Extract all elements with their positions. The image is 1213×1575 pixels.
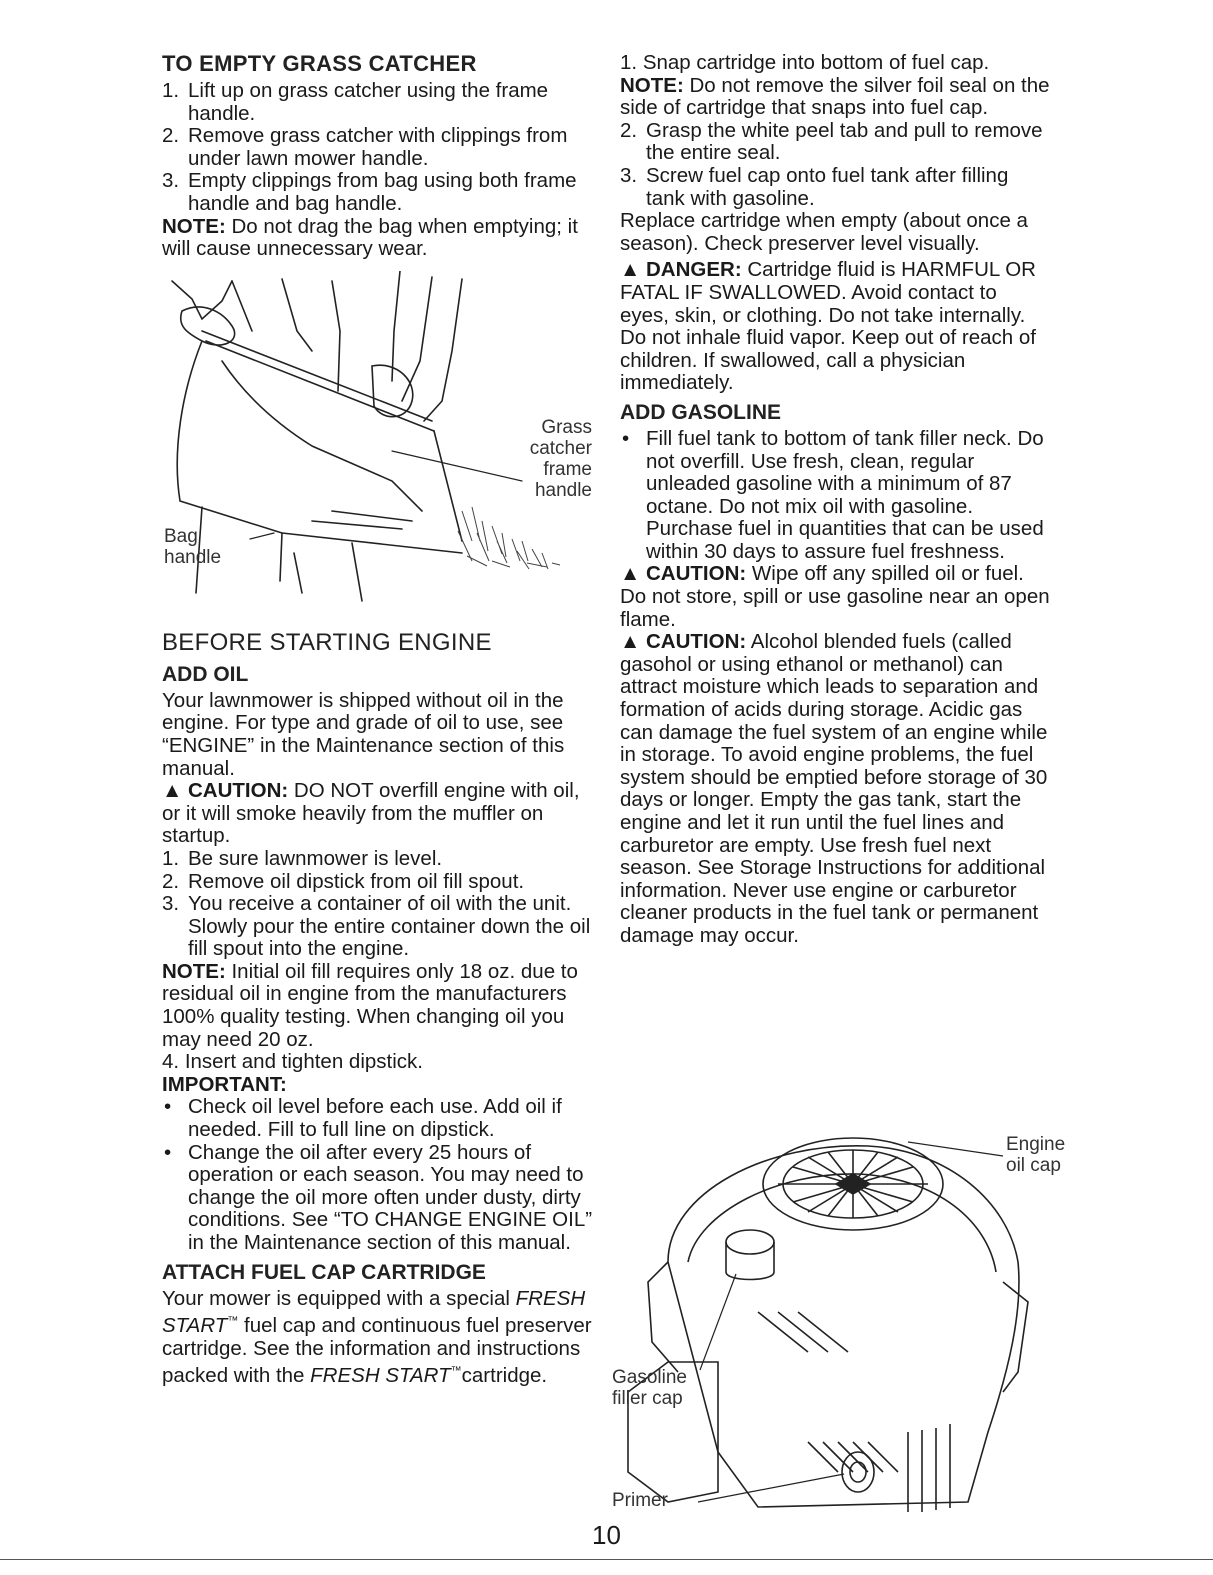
- step-text: Screw fuel cap onto fuel tank after filling tank with gasoline.: [646, 163, 1009, 210]
- step-text: Be sure lawnmower is level.: [188, 846, 443, 870]
- add-oil-intro: Your lawnmower is shipped without oil in the engine. For type and grade of oil to use, see “ENGINE” in the Maintenance section of this manual.: [162, 688, 565, 780]
- step-text: Insert and tighten dipstick.: [184, 1050, 423, 1074]
- warning-triangle-icon: ▲: [620, 562, 641, 586]
- oil-step-4: [162, 1051, 594, 1074]
- list-item: [620, 428, 1050, 564]
- bullet-dot-icon: •: [164, 1140, 172, 1164]
- before-starting-engine-heading: BEFORE STARTING ENGINE: [162, 628, 492, 656]
- fuel-cap-paragraph: [162, 1288, 594, 1388]
- list-item: [162, 893, 594, 961]
- note-text: Do not drag the bag when emptying; it will cause unnecessary wear.: [162, 214, 578, 261]
- label-primer: Primer: [612, 1490, 668, 1511]
- list-item: [162, 848, 594, 871]
- step-number: 3.: [162, 892, 180, 916]
- step-text: Lift up on grass catcher using the frame handle.: [188, 79, 549, 125]
- step-text: Remove grass catcher with clippings from under lawn mower handle.: [188, 124, 568, 170]
- label-line: handle: [534, 479, 592, 501]
- important-label: IMPORTANT:: [162, 1072, 287, 1096]
- danger-text: Cartridge fluid is HARMFUL OR FATAL IF SWALLOWED. Avoid contact to eyes, skin, or clothing. Do not take internally. Do not inhale fluid vapor. Keep out of reach of children. If swallowed, call a physician immediately.: [620, 258, 1036, 395]
- label-line: Grass: [541, 416, 592, 438]
- right-column: [612, 51, 1066, 1511]
- warning-triangle-icon: ▲: [162, 779, 183, 803]
- caution-alcohol: [620, 631, 1050, 947]
- caution-spill: [620, 563, 1050, 631]
- caution-label: CAUTION:: [646, 630, 747, 654]
- paragraph-text: fuel cap and continuous fuel preserver cartridge. See the information and instructions packed with the: [162, 1314, 592, 1388]
- step-text: Remove oil dipstick from oil fill spout.: [188, 869, 525, 893]
- paragraph-text: Your mower is equipped with a special: [162, 1286, 510, 1310]
- label-line: oil cap: [1006, 1155, 1061, 1176]
- caution-text: Wipe off any spilled oil or fuel. Do not store, spill or use gasoline near an open flame.: [620, 562, 1050, 631]
- note-label: NOTE:: [620, 73, 684, 97]
- note-text: Initial oil fill requires only 18 oz. due to residual oil in engine from the manufacturers 100% quality testing. When changing oil you may need 20 oz.: [162, 959, 578, 1051]
- list-item: [162, 170, 594, 215]
- label-line: catcher: [529, 437, 592, 459]
- trademark-mark: ™: [227, 1315, 239, 1328]
- caution-label: CAUTION:: [188, 779, 289, 803]
- step-number: 3.: [620, 163, 638, 187]
- step-number: 1.: [162, 79, 180, 102]
- note-label: NOTE:: [162, 214, 226, 238]
- step-text: Snap cartridge into bottom of fuel cap.: [642, 51, 990, 74]
- list-item: [162, 871, 594, 894]
- add-gasoline-heading: ADD GASOLINE: [620, 400, 782, 424]
- label-gasoline-filler-cap: [612, 1367, 687, 1409]
- danger-warning: [620, 259, 1050, 395]
- label-line: Gasoline: [612, 1367, 687, 1388]
- list-item: [620, 120, 1050, 165]
- replace-cartridge-text: Replace cartridge when empty (about once a season). Check preserver level visually.: [620, 209, 1028, 255]
- trademark-mark: ™: [450, 1365, 462, 1378]
- warning-triangle-icon: ▲: [620, 630, 641, 654]
- label-grass-catcher-frame-handle: [518, 417, 592, 501]
- list-item: [162, 80, 594, 125]
- empty-steps-list: [162, 80, 594, 216]
- bullet-dot-icon: •: [164, 1095, 172, 1119]
- note-label: NOTE:: [162, 959, 226, 983]
- caution-label: CAUTION:: [646, 562, 747, 586]
- label-line: filler cap: [612, 1388, 683, 1409]
- list-item: [162, 125, 594, 170]
- engine-figure: [608, 1112, 1066, 1524]
- step-number: 3.: [162, 169, 180, 193]
- empty-note: [162, 216, 594, 261]
- page-number: 10: [592, 1520, 621, 1550]
- step-number: 4.: [162, 1050, 180, 1074]
- caution-text: DO NOT overfill engine with oil, or it will smoke heavily from the muffler on startup.: [162, 779, 580, 848]
- oil-steps-list: [162, 848, 594, 961]
- brand-name: FRESH START: [162, 1286, 586, 1338]
- note-text: Do not remove the silver foil seal on the side of cartridge that snaps into fuel cap.: [620, 73, 1050, 120]
- gasoline-list: [620, 428, 1050, 564]
- label-line: handle: [164, 546, 222, 568]
- grass-clippings: [458, 507, 560, 569]
- important-list: [162, 1096, 594, 1254]
- label-line: frame: [543, 458, 592, 480]
- add-oil-heading: ADD OIL: [162, 662, 249, 686]
- engine-illustration: [608, 1112, 1048, 1524]
- label-line: Engine: [1006, 1134, 1066, 1155]
- step-text: Grasp the white peel tab and pull to remove the entire seal.: [646, 118, 1043, 165]
- list-item: [620, 165, 1050, 210]
- cartridge-note: [620, 75, 1050, 120]
- step-number: 2.: [162, 124, 180, 148]
- step-text: You receive a container of oil with the unit. Slowly pour the entire container down the oil fill spout into the engine.: [188, 892, 591, 961]
- label-line: Bag: [164, 525, 198, 547]
- attach-fuel-cap-heading: ATTACH FUEL CAP CARTRIDGE: [162, 1260, 486, 1284]
- empty-grass-catcher-heading: TO EMPTY GRASS CATCHER: [162, 51, 477, 76]
- cartridge-steps-list: [620, 120, 1050, 210]
- bullet-text: Check oil level before each use. Add oil if needed. Fill to full line on dipstick.: [188, 1095, 562, 1142]
- step-number: 2.: [620, 118, 638, 142]
- list-item: [162, 1096, 594, 1141]
- brand-name: FRESH START: [310, 1364, 451, 1388]
- bullet-dot-icon: •: [622, 426, 630, 450]
- step-number: 2.: [162, 869, 180, 893]
- label-engine-oil-cap: [1006, 1134, 1076, 1176]
- warning-triangle-icon: ▲: [620, 258, 641, 282]
- danger-label: DANGER:: [646, 258, 742, 282]
- left-column: [162, 52, 594, 1388]
- step-number: 1.: [620, 51, 638, 74]
- oil-note: [162, 961, 594, 1051]
- label-bag-handle: [164, 526, 221, 568]
- caution-overfill: [162, 780, 594, 848]
- list-item: [162, 1142, 594, 1255]
- grass-catcher-figure: [162, 271, 594, 623]
- step-text: Empty clippings from bag using both frame handle and bag handle.: [188, 169, 577, 215]
- bullet-text: Fill fuel tank to bottom of tank filler neck. Do not overfill. Use fresh, clean, regular unleaded gasoline with a minimum of 87 octane. Do not mix oil with gasoline. Purchase fuel in quantities that can be used within 30 days to assure fuel freshness.: [646, 426, 1044, 563]
- footer-rule: [0, 1559, 1213, 1560]
- bullet-text: Change the oil after every 25 hours of operation or each season. You may need to change the oil more often under dusty, dirty conditions. See “TO CHANGE ENGINE OIL” in the Maintenance section of this manual.: [188, 1140, 593, 1254]
- paragraph-text: cartridge.: [461, 1364, 548, 1388]
- caution-text: Alcohol blended fuels (called gasohol or using ethanol or methanol) can attract moisture which leads to separation and formation of acids during storage. Acidic gas can damage the fuel system of an engine while in storage. To avoid engine problems, the fuel system should be emptied before storage of 30 days or longer. Empty the gas tank, start the engine and let it run until the fuel lines and carburetor are empty. Use fresh fuel next season. See Storage Instructions for additional information. Never use engine or carburetor cleaner products in the fuel tank or permanent damage may occur.: [620, 630, 1048, 947]
- cartridge-step-1: [620, 52, 1050, 75]
- step-number: 1.: [162, 846, 180, 870]
